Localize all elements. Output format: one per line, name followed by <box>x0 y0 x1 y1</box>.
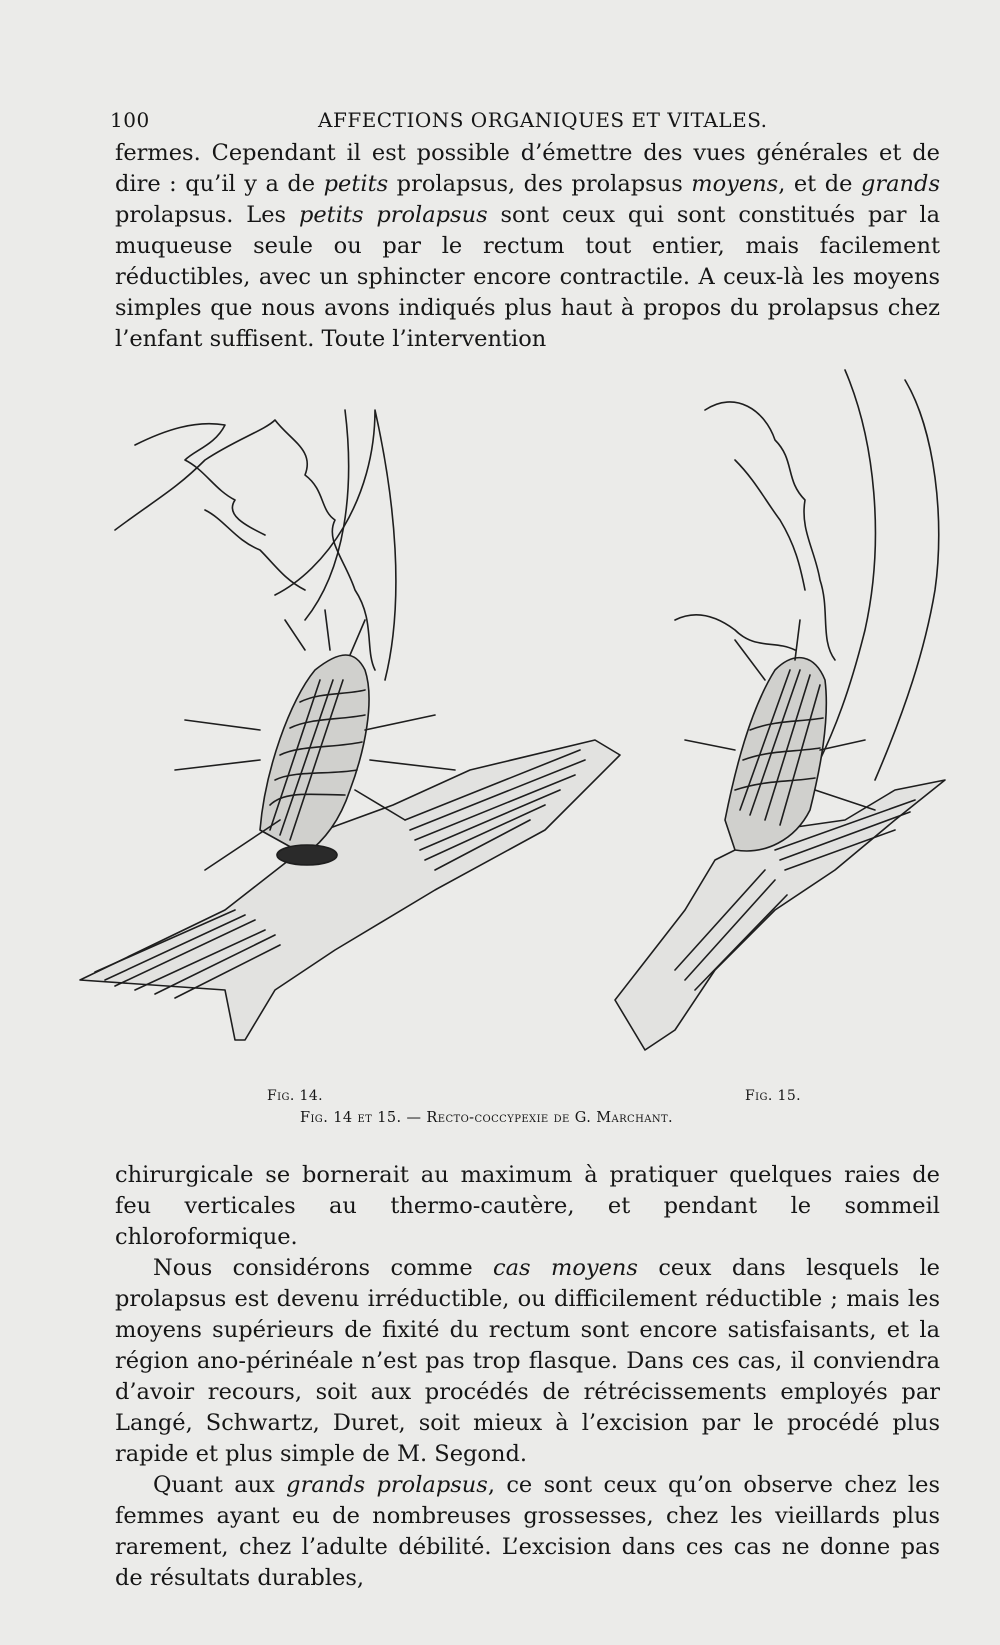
emphasis: grands <box>860 171 940 197</box>
emphasis: petits prolapsus <box>298 202 488 228</box>
fig15-label: Fig. 15. <box>745 1088 802 1104</box>
fig15-drawing <box>615 370 945 1050</box>
paragraph-1 <box>115 138 940 355</box>
text-run: , et de <box>778 171 861 197</box>
text-block-bottom <box>115 1160 940 1594</box>
emphasis: petits <box>323 171 389 197</box>
fig14-drawing <box>80 410 620 1040</box>
text-run: sont ceux qui sont constitués par la muqueuse seule ou par le rectum tout entier, mais facilement réductibles, avec un sphincter encore contractile. A ceux-là les moyens simples que nous avons indiqués plus haut à propos du prolapsus chez l’enfant suffisent. Toute l’intervention <box>115 202 941 352</box>
emphasis: grands prolapsus <box>286 1472 488 1498</box>
fig14-label: Fig. 14. <box>267 1088 324 1104</box>
text-run: prolapsus, des prolapsus <box>388 171 692 197</box>
text-run: ceux dans lesquels le prolapsus est devenu irréductible, ou difficilement réductible ; mais les moyens supérieurs de fixité du rectum sont encore satisfaisants, et la région ano-périnéale n’est pas trop flasque. Dans ces cas, il conviendra d’avoir recours, soit aux procédés de rétrécissements employés par Langé, Schwartz, Duret, soit mieux à l’excision par le procédé plus rapide et plus simple de M. Segond. <box>115 1255 940 1467</box>
text-run: fermes. Cependant il est possible d’émettre des vues générales et de dire : qu’il y a de <box>115 140 940 197</box>
emphasis: moyens <box>691 171 779 197</box>
paragraph-4 <box>115 1470 940 1594</box>
paragraph-3 <box>115 1253 940 1470</box>
figure-recto-coccypexie <box>75 350 955 1126</box>
emphasis: cas moyens <box>493 1255 638 1281</box>
surgical-illustration <box>75 350 955 1090</box>
text-run: Nous considérons comme <box>153 1255 494 1281</box>
figure-caption: Fig. 14 et 15. — Recto-coccypexie de G. Marchant. <box>300 1110 674 1126</box>
text-run: Quant aux <box>153 1472 287 1498</box>
page-number: 100 <box>110 108 150 132</box>
text-block-top <box>115 138 940 355</box>
text-run: , ce sont ceux qu’on observe chez les femmes ayant eu de nombreuses grossesses, chez les vieillards plus rarement, chez l’adulte débilité. L’excision dans ces cas ne donne pas de résultats durables, <box>115 1472 940 1591</box>
text-run: prolapsus. Les <box>115 202 299 228</box>
paragraph-2: chirurgicale se bornerait au maximum à pratiquer quelques raies de feu verticales au thermo-cautère, et pendant le sommeil chloroformique. <box>115 1162 940 1250</box>
running-title: AFFECTIONS ORGANIQUES ET VITALES. <box>318 108 768 132</box>
